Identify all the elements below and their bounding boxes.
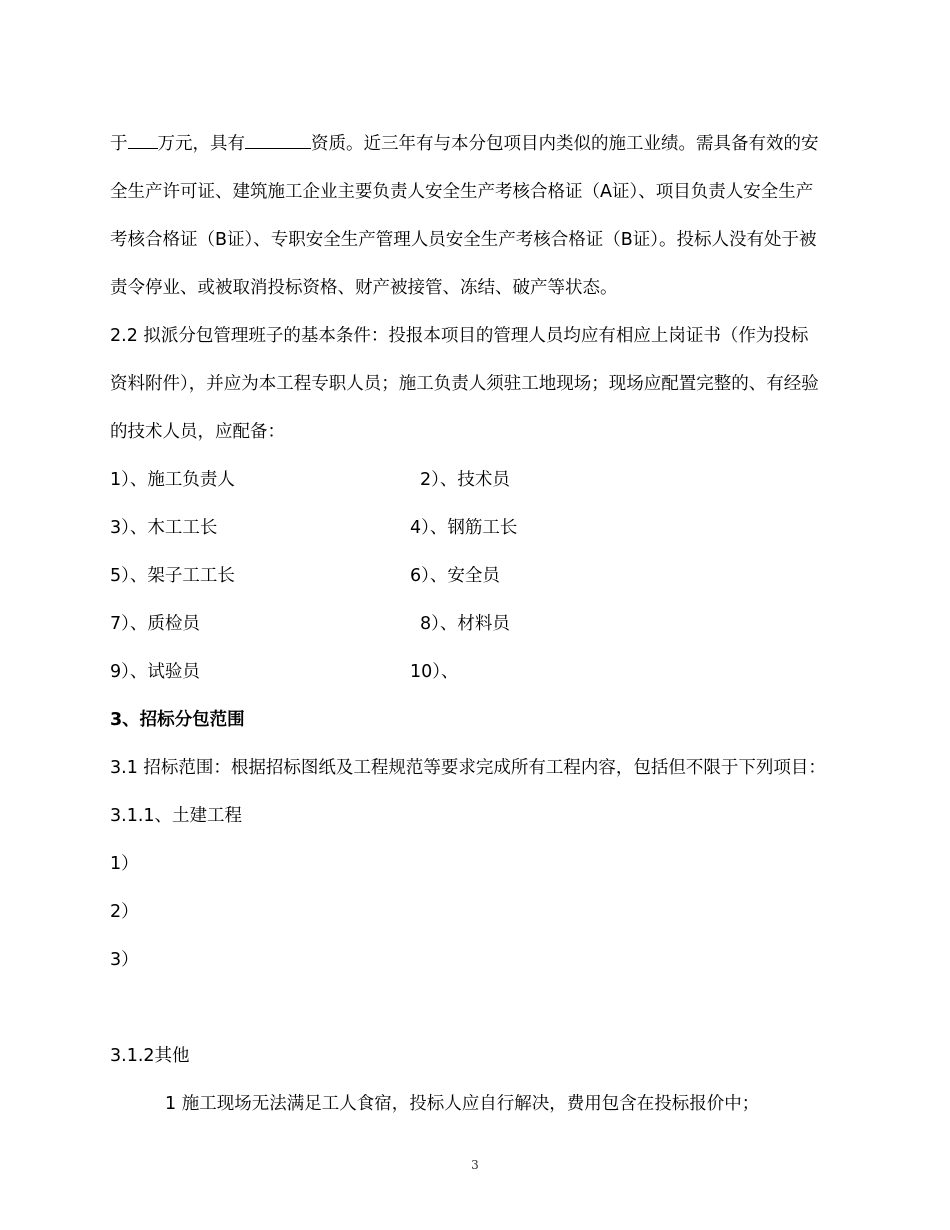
list-item: 2） xyxy=(110,902,139,922)
text-segment: 资质。近三年有与本分包项目内类似的施工业绩。需具备有效的安 xyxy=(311,134,819,154)
fill-blank xyxy=(245,132,311,149)
staff-item: 3）、木工工长 xyxy=(110,518,218,538)
staff-item: 10）、 xyxy=(410,662,459,682)
page-number: 3 xyxy=(471,1158,479,1172)
paragraph-line: 资料附件），并应为本工程专职人员；施工负责人须驻工地现场；现场应配置完整的、有经验 xyxy=(110,374,819,394)
paragraph-line xyxy=(110,132,819,156)
staff-item: 8）、材料员 xyxy=(420,614,510,634)
paragraph-line: 的技术人员，应配备： xyxy=(110,422,285,442)
staff-item: 9）、试验员 xyxy=(110,662,200,682)
staff-item: 7）、质检员 xyxy=(110,614,200,634)
list-item: 1 施工现场无法满足工人食宿，投标人应自行解决，费用包含在投标报价中； xyxy=(165,1094,760,1114)
paragraph-line: 责令停业、或被取消投标资格、财产被接管、冻结、破产等状态。 xyxy=(110,278,618,298)
paragraph-line: 全生产许可证、建筑施工企业主要负责人安全生产考核合格证（A证）、项目负责人安全生产 xyxy=(110,182,814,202)
text-segment: 于 xyxy=(110,134,128,154)
section-heading: 3、招标分包范围 xyxy=(110,710,245,730)
staff-item: 5）、架子工工长 xyxy=(110,566,235,586)
list-item: 3） xyxy=(110,950,139,970)
staff-item: 4）、钢筋工长 xyxy=(410,518,518,538)
text-segment: 万元，具有 xyxy=(157,134,245,154)
paragraph-line: 2.2 拟派分包管理班子的基本条件：投报本项目的管理人员均应有相应上岗证书（作为投标 xyxy=(110,326,809,346)
scope-paragraph: 3.1 招标范围：根据招标图纸及工程规范等要求完成所有工程内容，包括但不限于下列项目： xyxy=(110,758,826,778)
staff-item: 1）、施工负责人 xyxy=(110,470,235,490)
fill-blank xyxy=(128,132,158,149)
subsection-heading: 3.1.2其他 xyxy=(110,1046,190,1066)
list-item: 1） xyxy=(110,854,139,874)
staff-item: 6）、安全员 xyxy=(410,566,500,586)
subsection-heading: 3.1.1、土建工程 xyxy=(110,806,243,826)
paragraph-line: 考核合格证（B证）、专职安全生产管理人员安全生产考核合格证（B证）。投标人没有处于被 xyxy=(110,230,817,250)
staff-item: 2）、技术员 xyxy=(420,470,510,490)
